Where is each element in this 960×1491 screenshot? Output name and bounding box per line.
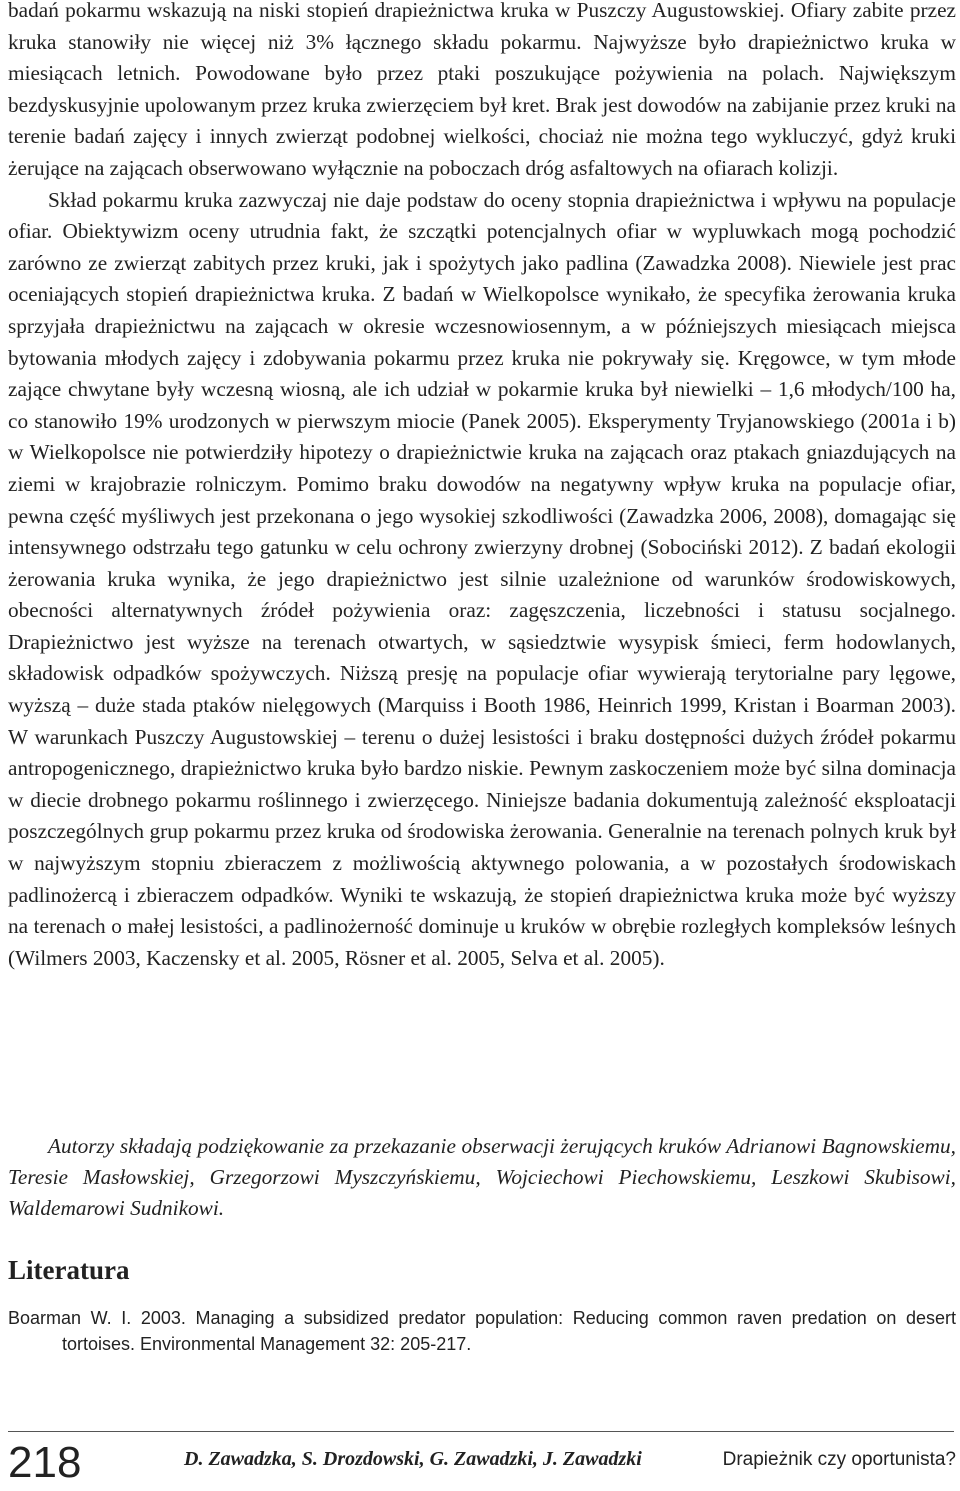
running-footer-title: Drapieżnik czy oportunista? [722, 1449, 956, 1470]
running-footer-authors: D. Zawadzka, S. Drozdowski, G. Zawadzki, J. Zawadzki [184, 1448, 642, 1470]
footer-divider [8, 1431, 954, 1432]
acknowledgement: Autorzy składają podziękowanie za przekazanie obserwacji żerujących kruków Adrianowi Bagnowskiemu, Teresie Masłowskiej, Grzegorzowi Myszczyńskiemu, Wojciechowi Piechowskiemu, Leszkowi Skubisowi, Waldemarowi Sudnikowi. [8, 1134, 956, 1220]
page-body [8, 0, 956, 1354]
body-paragraph-2: Skład pokarmu kruka zazwyczaj nie daje podstaw do oceny stopnia drapieżnictwa i wpływu na populacje ofiar. Obiektywizm oceny utrudnia fakt, że szczątki potencjalnych ofiar w wypluwkach mogą pochodzić zarówno ze zwierząt zabitych przez kruki, jak i spożytych jako padlina (Zawadzka 2008). Niewiele jest prac oceniających stopień drapieżnictwa kruka. Z badań w Wielkopolsce wynikało, że specyfika żerowania kruka sprzyjała drapieżnictwu na zającach w okresie wczesnowiosennym, a w późniejszych miesiącach miejsca bytowania młodych zajęcy i zdobywania pokarmu przez kruka nie pokrywały się. Kręgowce, w tym młode zające chwytane były wczesną wiosną, ale ich udział w pokarmie kruka był niewielki – 1,6 młodych/100 ha, co stanowiło 19% urodzonych w pierwszym miocie (Panek 2005). Eksperymenty Tryjanowskiego (2001a i b) w Wielkopolsce nie potwierdziły hipotezy o drapieżnictwie kruka na zającach oraz ptakach gniazdujących na ziemi w krajobrazie rolniczym. Pomimo braku dowodów na negatywny wpływ kruka na populacje ofiar, pewna część myśliwych jest przekonana o jego wysokiej szkodliwości (Zawadzka 2006, 2008), domagając się intensywnego odstrzału tego gatunku w celu ochrony zwierzyny drobnej (Sobociński 2012). Z badań ekologii żerowania kruka wynika, że jego drapieżnictwo jest silnie uzależnione od warunków środowiskowych, obecności alternatywnych źródeł pożywienia oraz: zagęszczenia, liczebności i statusu socjalnego. Drapieżnictwo jest wyższe na terenach otwartych, w sąsiedztwie wysypisk śmieci, ferm hodowlanych, składowisk odpadków spożywczych. Niższą presję na populacje ofiar wywierają terytorialne pary lęgowe, wyższą – duże stada ptaków nielęgowych (Marquiss i Booth 1986, Heinrich 1999, Kristan i Boarman 2003). W warunkach Puszczy Augustowskiej – terenu o dużej lesistości i braku dostępności dużych źródeł pokarmu antropogenicznego, drapieżnictwo kruka było bardzo niskie. Pewnym zaskoczeniem może być silna dominacja w diecie drobnego pokarmu roślinnego i zwierzęcego. Niniejsze badania dokumentują zależność eksploatacji poszczególnych grup pokarmu przez kruka od środowiska żerowania. Generalnie na terenach polnych kruk był w najwyższym stopniu zbieraczem z możliwością aktywnego polowania, a w pozostałych środowiskach padlinożercą i zbieraczem odpadków. Wyniki te wskazują, że stopień drapieżnictwa kruka może być wyższy na terenach o małej lesistości, a padlinożerność dominuje u kruków w obrębie rozległych kompleksów leśnych (Wilmers 2003, Kaczensky et al. 2005, Rösner et al. 2005, Selva et al. 2005). [8, 187, 956, 970]
page-number: 218 [8, 1438, 82, 1487]
reference-item: Boarman W. I. 2003. Managing a subsidized predator population: Reducing common raven predation on desert tortoises. Environmental Management 32: 205-217. [8, 1308, 956, 1354]
literature-heading: Literatura [8, 1255, 130, 1285]
body-paragraph-1: badań pokarmu wskazują na niski stopień drapieżnictwa kruka w Puszczy Augustowskiej. Ofiary zabite przez kruka stanowiły nie więcej niż 3% łącznego składu pokarmu. Najwyższe było drapieżnictwo kruka w miesiącach letnich. Powodowane było przez ptaki poszukujące pożywienia na polach. Największym bezdyskusyjnie upolowanym przez kruka zwierzęciem był kret. Brak jest dowodów na zabijanie przez kruki na terenie badań zajęcy i innych zwierząt podobnej wielkości, chociaż nie można tego wykluczyć, gdyż kruki żerujące na zającach obserwowano wyłącznie na poboczach dróg asfaltowych na ofiarach kolizji. [8, 0, 956, 180]
